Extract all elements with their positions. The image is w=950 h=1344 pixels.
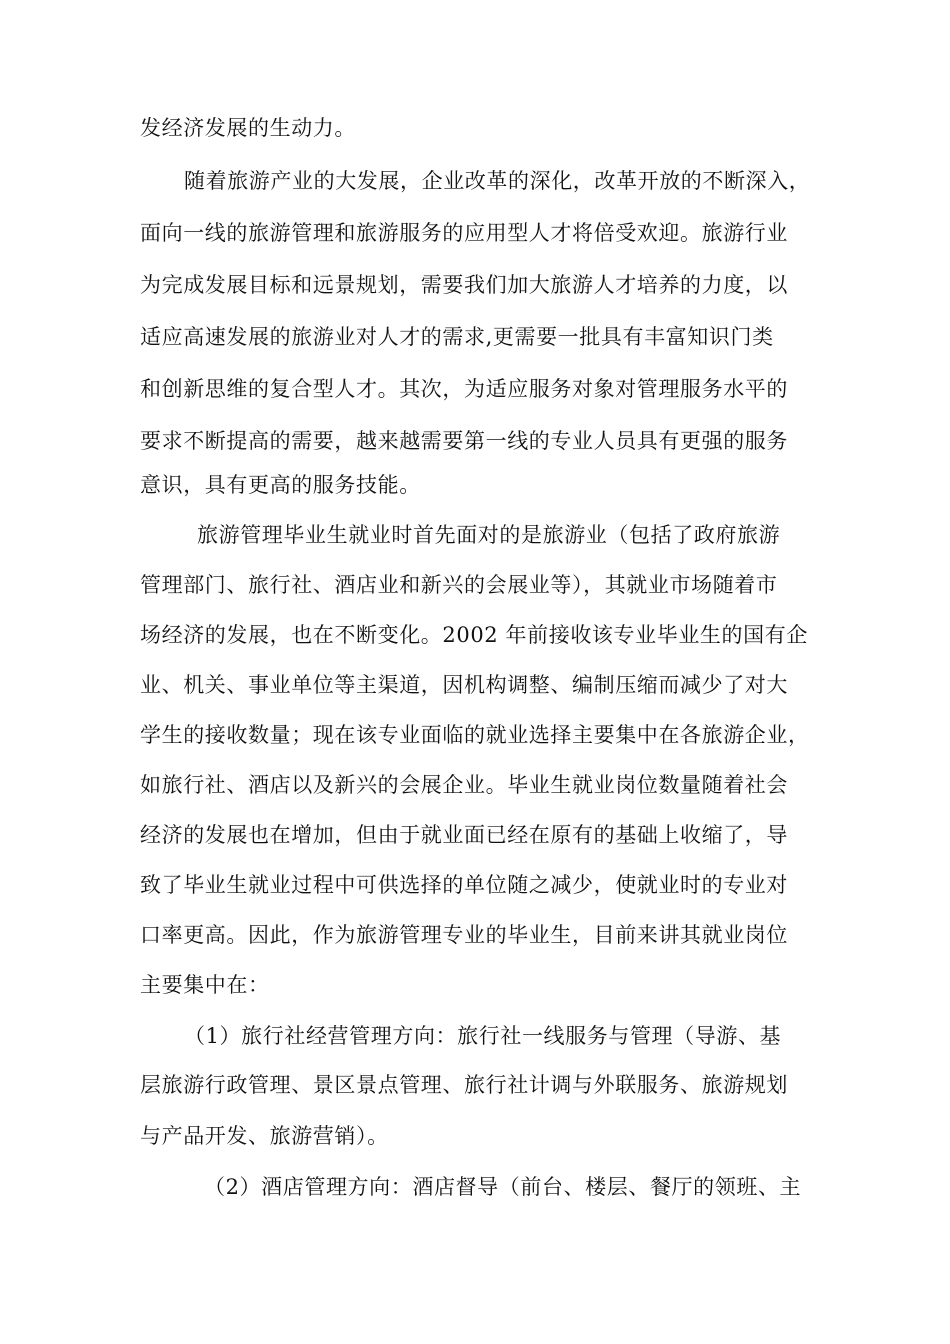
text-line: 管理部门、旅行社、酒店业和新兴的会展业等），其就业市场随着市 [140,573,778,597]
list-item-first-line: （2）酒店管理方向：酒店督导（前台、楼层、餐厅的领班、主 [204,1175,802,1199]
text-line: 致了毕业生就业过程中可供选择的单位随之减少，使就业时的专业对 [140,873,788,897]
text-line: 发经济发展的生动力。 [140,116,356,140]
text-line: 如旅行社、酒店以及新兴的会展企业。毕业生就业岗位数量随着社会 [140,773,788,797]
text-line: 适应高速发展的旅游业对人才的需求,更需要一批具有丰富知识门类 [140,325,774,349]
text-line: 业、机关、事业单位等主渠道，因机构调整、编制压缩而减少了对大 [140,673,788,697]
text-line: 场经济的发展，也在不断变化。2002 年前接收该专业毕业生的国有企 [140,623,808,647]
text-line: 面向一线的旅游管理和旅游服务的应用型人才将倍受欢迎。旅游行业 [140,221,788,245]
text-line: 要求不断提高的需要，越来越需要第一线的专业人员具有更强的服务 [140,429,788,453]
text-line: 学生的接收数量；现在该专业面临的就业选择主要集中在各旅游企业， [140,723,810,747]
text-line: 为完成发展目标和远景规划，需要我们加大旅游人才培养的力度，以 [140,273,788,297]
text-line: 口率更高。因此，作为旅游管理专业的毕业生，目前来讲其就业岗位 [140,923,788,947]
text-line: 经济的发展也在增加，但由于就业面已经在原有的基础上收缩了，导 [140,823,788,847]
text-line: 层旅游行政管理、景区景点管理、旅行社计调与外联服务、旅游规划 [140,1073,788,1097]
text-line: 意识，具有更高的服务技能。 [140,473,421,497]
text-line: 主要集中在： [140,973,270,997]
paragraph-first-line: 旅游管理毕业生就业时首先面对的是旅游业（包括了政府旅游 [197,523,781,547]
text-line: 与产品开发、旅游营销）。 [140,1124,389,1148]
text-line: 和创新思维的复合型人才。其次，为适应服务对象对管理服务水平的 [140,377,788,401]
paragraph-first-line: 随着旅游产业的大发展，企业改革的深化，改革开放的不断深入， [184,169,811,193]
list-item-first-line: （1）旅行社经营管理方向：旅行社一线服务与管理（导游、基 [184,1024,782,1048]
